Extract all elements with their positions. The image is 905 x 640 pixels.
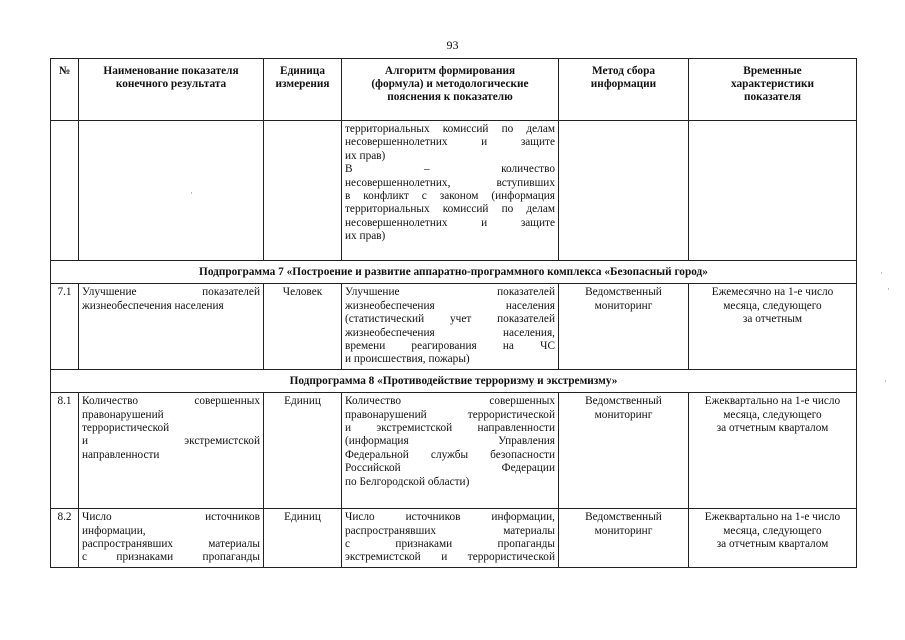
header-method: Метод сбора информации [559,59,689,121]
cell-num [51,121,79,261]
cell-method [559,121,689,261]
row-method: Ведомственный мониторинг [559,509,689,568]
scan-speck: · [880,268,883,278]
table-row-continuation [51,121,857,261]
header-num: № [51,59,79,121]
row-method: Ведомственный мониторинг [559,393,689,509]
scan-speck: · [190,188,193,198]
row-num: 7.1 [51,284,79,369]
header-unit: Единица измерения [264,59,342,121]
row-num: 8.1 [51,393,79,509]
row-method: Ведомственный мониторинг [559,284,689,369]
subprogram-row [51,261,857,284]
page-number: 93 [446,38,459,52]
table-header-row [51,59,857,121]
row-algorithm: Количество совершенных правонарушений террористической и экстремистской направленности (информация Управления Федеральной службы безопасности Российской Федерации по Белгородской области) [342,393,559,509]
row-time: Ежеквартально на 1-е число месяца, следующего за отчетным кварталом [689,393,857,509]
row-unit: Единиц [264,393,342,509]
scan-speck: · [887,284,890,294]
row-unit: Единиц [264,509,342,568]
row-name: Количество совершенных правонарушений террористической и экстремистской направленности [79,393,264,509]
header-algorithm: Алгоритм формирования (формула) и методологические пояснения к показателю [342,59,559,121]
subprogram-8-title: Подпрограмма 8 «Противодействие терроризму и экстремизму» [51,369,857,392]
indicators-table [50,58,857,568]
cell-name [79,121,264,261]
row-name: Число источников информации, распространявших материалы с признаками пропаганды [79,509,264,568]
cell-unit [264,121,342,261]
row-time: Ежеквартально на 1-е число месяца, следующего за отчетным кварталом [689,509,857,568]
row-algorithm: Улучшение показателей жизнеобеспечения населения (статистический учет показателей жизнеобеспечения населения, времени реагирования на ЧС и происшествия, пожары) [342,284,559,369]
table-row [51,509,857,568]
row-name: Улучшение показателей жизнеобеспечения населения [79,284,264,369]
scan-speck: · [884,376,887,386]
table-row [51,284,857,369]
cell-time [689,121,857,261]
subprogram-7-title: Подпрограмма 7 «Построение и развитие аппаратно-программного комплекса «Безопасный город» [51,261,857,284]
row-unit: Человек [264,284,342,369]
subprogram-row [51,369,857,392]
table-row [51,393,857,509]
row-time: Ежемесячно на 1-е число месяца, следующего за отчетным [689,284,857,369]
row-algorithm: Число источников информации, распространявших материалы с признаками пропаганды экстремистской и террористической [342,509,559,568]
header-time: Временные характеристики показателя [689,59,857,121]
header-name: Наименование показателя конечного результата [79,59,264,121]
row-num: 8.2 [51,509,79,568]
cell-algorithm: территориальных комиссий по делам несовершеннолетних и защите их прав) В – количество несовершеннолетних, вступивших в конфликт с законом (информация территориальных комиссий по делам несовершеннолетних и защите их прав) [342,121,559,261]
